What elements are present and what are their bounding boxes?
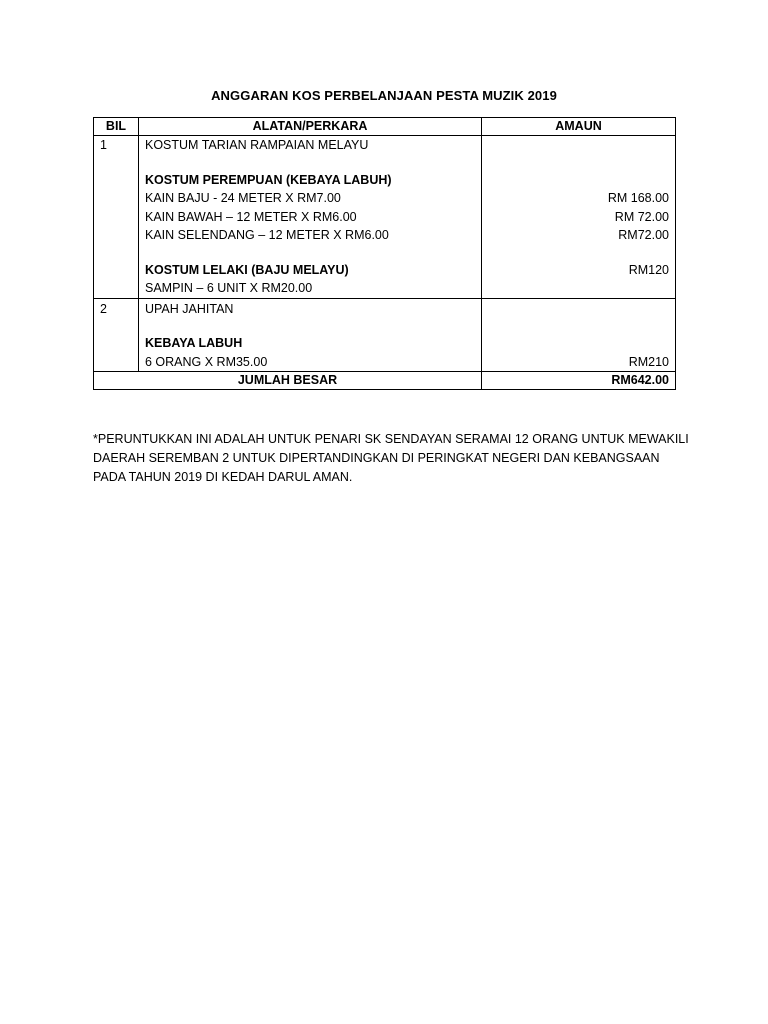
line-item-amount: RM72.00 (618, 228, 669, 242)
item-cell (139, 298, 482, 372)
line-item-amount: RM120 (628, 262, 669, 277)
total-amount: RM642.00 (482, 372, 676, 390)
total-label: JUMLAH BESAR (94, 372, 482, 390)
line-item-label: KAIN BAJU - 24 METER X RM7.00 (145, 191, 341, 205)
bil-number: 1 (100, 138, 107, 152)
table-row-section-2 (94, 298, 676, 372)
total-row (94, 372, 676, 390)
document-title: ANGGARAN KOS PERBELANJAAN PESTA MUZIK 2019 (211, 88, 557, 103)
table-header-row (94, 118, 676, 136)
men-costume-heading: KOSTUM LELAKI (BAJU MELAYU) (145, 262, 349, 277)
line-item-amount: RM 72.00 (614, 209, 669, 224)
kebaya-heading: KEBAYA LABUH (145, 336, 243, 350)
section-heading: KOSTUM TARIAN RAMPAIAN MELAYU (145, 138, 369, 152)
women-costume-heading: KOSTUM PEREMPUAN (KEBAYA LABUH) (145, 172, 392, 187)
line-item-amount: RM210 (628, 354, 669, 369)
budget-table (93, 117, 676, 390)
item-cell (139, 136, 482, 299)
header-item: ALATAN/PERKARA (139, 118, 482, 136)
line-item-amount: RM 168.00 (607, 191, 669, 205)
bil-number: 2 (100, 301, 107, 316)
line-item-label: SAMPIN – 6 UNIT X RM20.00 (145, 281, 313, 295)
amount-cell (482, 298, 676, 372)
line-item-label: KAIN SELENDANG – 12 METER X RM6.00 (145, 228, 389, 242)
section-heading: UPAH JAHITAN (145, 301, 234, 316)
line-item-label: KAIN BAWAH – 12 METER X RM6.00 (145, 209, 357, 224)
bil-cell (94, 136, 139, 299)
header-bil: BIL (94, 118, 139, 136)
bil-cell (94, 298, 139, 372)
table-row-section-1 (94, 136, 676, 299)
footnote: *PERUNTUKKAN INI ADALAH UNTUK PENARI SK SENDAYAN SERAMAI 12 ORANG UNTUK MEWAKILI DAERAH SEREMBAN 2 UNTUK DIPERTANDINGKAN DI PERINGKAT NEGERI DAN KEBANGSAAN PADA TAHUN 2019 DI KEDAH DARUL AMAN. (93, 432, 689, 484)
line-item-label: 6 ORANG X RM35.00 (145, 354, 268, 369)
header-amount: AMAUN (482, 118, 676, 136)
amount-cell (482, 136, 676, 299)
